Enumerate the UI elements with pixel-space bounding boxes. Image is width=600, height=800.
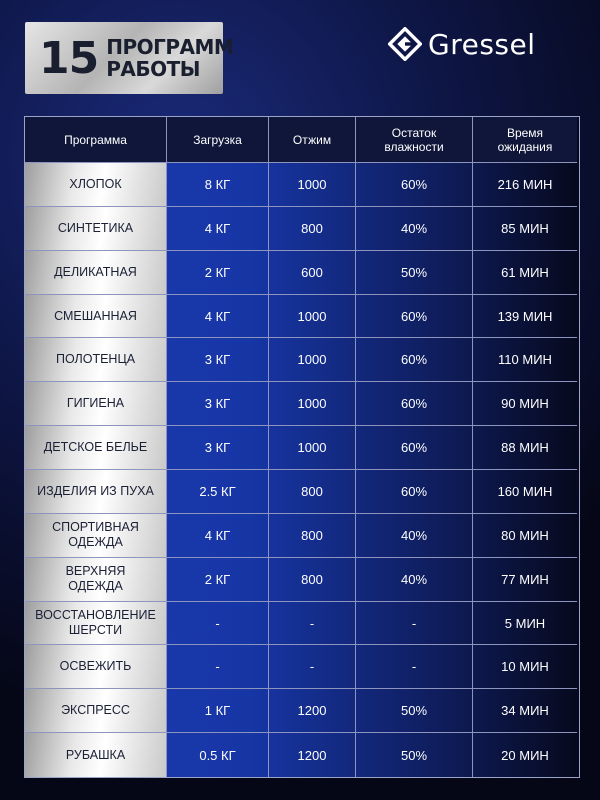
- program-name-line: СИНТЕТИКА: [57, 220, 134, 235]
- wait-time-cell: 216 МИН: [473, 163, 577, 207]
- program-name-cell: [25, 426, 167, 470]
- moisture-cell: -: [356, 602, 473, 646]
- programs-count-badge: [25, 22, 234, 94]
- badge-number: 15: [39, 32, 99, 84]
- header-wait: [473, 117, 577, 163]
- program-name-cell: [25, 689, 167, 733]
- header-program: [25, 117, 167, 163]
- load-cell: 2 КГ: [167, 251, 269, 295]
- program-name-line: ЭКСПРЕСС: [61, 703, 130, 718]
- program-name-cell: [25, 338, 167, 382]
- moisture-cell: 60%: [356, 163, 473, 207]
- header-line: Остаток: [391, 125, 437, 140]
- wait-time-cell: 88 МИН: [473, 426, 577, 470]
- wait-time-cell: 80 МИН: [473, 514, 577, 558]
- program-name-line: ДЕЛИКАТНАЯ: [54, 264, 137, 279]
- header-moisture: [356, 117, 473, 163]
- spin-cell: 1000: [269, 163, 356, 207]
- load-cell: 4 КГ: [167, 207, 269, 251]
- program-name-cell: [25, 207, 167, 251]
- program-name-line: СПОРТИВНАЯ: [52, 520, 139, 535]
- spin-cell: -: [269, 602, 356, 646]
- spin-cell: 600: [269, 251, 356, 295]
- program-name-cell: [25, 558, 167, 602]
- program-name-cell: [25, 251, 167, 295]
- program-name-cell: [25, 733, 167, 777]
- program-name-line: ИЗДЕЛИЯ ИЗ ПУХА: [37, 483, 154, 498]
- badge-line-1: ПРОГРАММ: [106, 35, 234, 59]
- moisture-cell: -: [356, 645, 473, 689]
- wait-time-cell: 5 МИН: [473, 602, 577, 646]
- program-name-line: ДЕТСКОЕ БЕЛЬЕ: [43, 440, 148, 455]
- moisture-cell: 60%: [356, 295, 473, 339]
- program-name-line: СМЕШАННАЯ: [54, 308, 137, 323]
- program-name-line: ХЛОПОК: [69, 176, 122, 191]
- wait-time-cell: 139 МИН: [473, 295, 577, 339]
- header-line: Программа: [64, 132, 127, 147]
- header-line: влажности: [384, 139, 444, 154]
- wait-time-cell: 85 МИН: [473, 207, 577, 251]
- program-name-cell: [25, 382, 167, 426]
- program-name-cell: [25, 295, 167, 339]
- load-cell: 4 КГ: [167, 514, 269, 558]
- brand-name: Gressel: [428, 27, 536, 61]
- spin-cell: 1000: [269, 382, 356, 426]
- spin-cell: 800: [269, 207, 356, 251]
- program-name-line: ШЕРСТИ: [68, 623, 123, 638]
- spin-cell: 800: [269, 470, 356, 514]
- program-name-cell: [25, 470, 167, 514]
- program-name-cell: [25, 514, 167, 558]
- program-name-line: ОДЕЖДА: [68, 535, 123, 550]
- load-cell: 1 КГ: [167, 689, 269, 733]
- moisture-cell: 40%: [356, 207, 473, 251]
- load-cell: -: [167, 602, 269, 646]
- spin-cell: 800: [269, 558, 356, 602]
- wait-time-cell: 160 МИН: [473, 470, 577, 514]
- moisture-cell: 40%: [356, 514, 473, 558]
- load-cell: 0.5 КГ: [167, 733, 269, 777]
- load-cell: 3 КГ: [167, 382, 269, 426]
- moisture-cell: 50%: [356, 733, 473, 777]
- wait-time-cell: 10 МИН: [473, 645, 577, 689]
- program-name-cell: [25, 163, 167, 207]
- program-name-cell: [25, 602, 167, 646]
- spin-cell: -: [269, 645, 356, 689]
- brand-logo: [388, 24, 536, 64]
- load-cell: 2.5 КГ: [167, 470, 269, 514]
- badge-caption: [106, 36, 233, 80]
- spin-cell: 1000: [269, 338, 356, 382]
- wait-time-cell: 61 МИН: [473, 251, 577, 295]
- spin-cell: 1200: [269, 689, 356, 733]
- header-line: ожидания: [497, 139, 553, 154]
- moisture-cell: 50%: [356, 251, 473, 295]
- program-name-cell: [25, 645, 167, 689]
- gressel-logo-icon: [388, 27, 422, 61]
- wait-time-cell: 90 МИН: [473, 382, 577, 426]
- wait-time-cell: 34 МИН: [473, 689, 577, 733]
- program-name-line: РУБАШКА: [65, 747, 126, 762]
- program-name-line: ВЕРХНЯЯ: [65, 564, 126, 579]
- load-cell: 3 КГ: [167, 426, 269, 470]
- header-line: Загрузка: [193, 132, 242, 147]
- load-cell: 8 КГ: [167, 163, 269, 207]
- load-cell: -: [167, 645, 269, 689]
- load-cell: 2 КГ: [167, 558, 269, 602]
- load-cell: 3 КГ: [167, 338, 269, 382]
- moisture-cell: 60%: [356, 338, 473, 382]
- header-line: Отжим: [292, 132, 332, 147]
- moisture-cell: 60%: [356, 426, 473, 470]
- moisture-cell: 50%: [356, 689, 473, 733]
- program-name-line: ПОЛОТЕНЦА: [55, 352, 136, 367]
- badge-line-2: РАБОТЫ: [106, 57, 200, 81]
- wait-time-cell: 110 МИН: [473, 338, 577, 382]
- program-name-line: ВОССТАНОВЛЕНИЕ: [35, 608, 156, 623]
- header-spin: [269, 117, 356, 163]
- spin-cell: 1200: [269, 733, 356, 777]
- moisture-cell: 60%: [356, 382, 473, 426]
- program-name-line: ОДЕЖДА: [68, 579, 123, 594]
- program-name-line: ГИГИЕНА: [66, 396, 125, 411]
- program-name-line: ОСВЕЖИТЬ: [59, 659, 132, 674]
- moisture-cell: 60%: [356, 470, 473, 514]
- load-cell: 4 КГ: [167, 295, 269, 339]
- spin-cell: 800: [269, 514, 356, 558]
- wait-time-cell: 77 МИН: [473, 558, 577, 602]
- programs-table: [24, 116, 580, 778]
- spin-cell: 1000: [269, 426, 356, 470]
- spin-cell: 1000: [269, 295, 356, 339]
- header-line: Время: [506, 125, 544, 140]
- wait-time-cell: 20 МИН: [501, 747, 549, 763]
- moisture-cell: 40%: [356, 558, 473, 602]
- header-load: [167, 117, 269, 163]
